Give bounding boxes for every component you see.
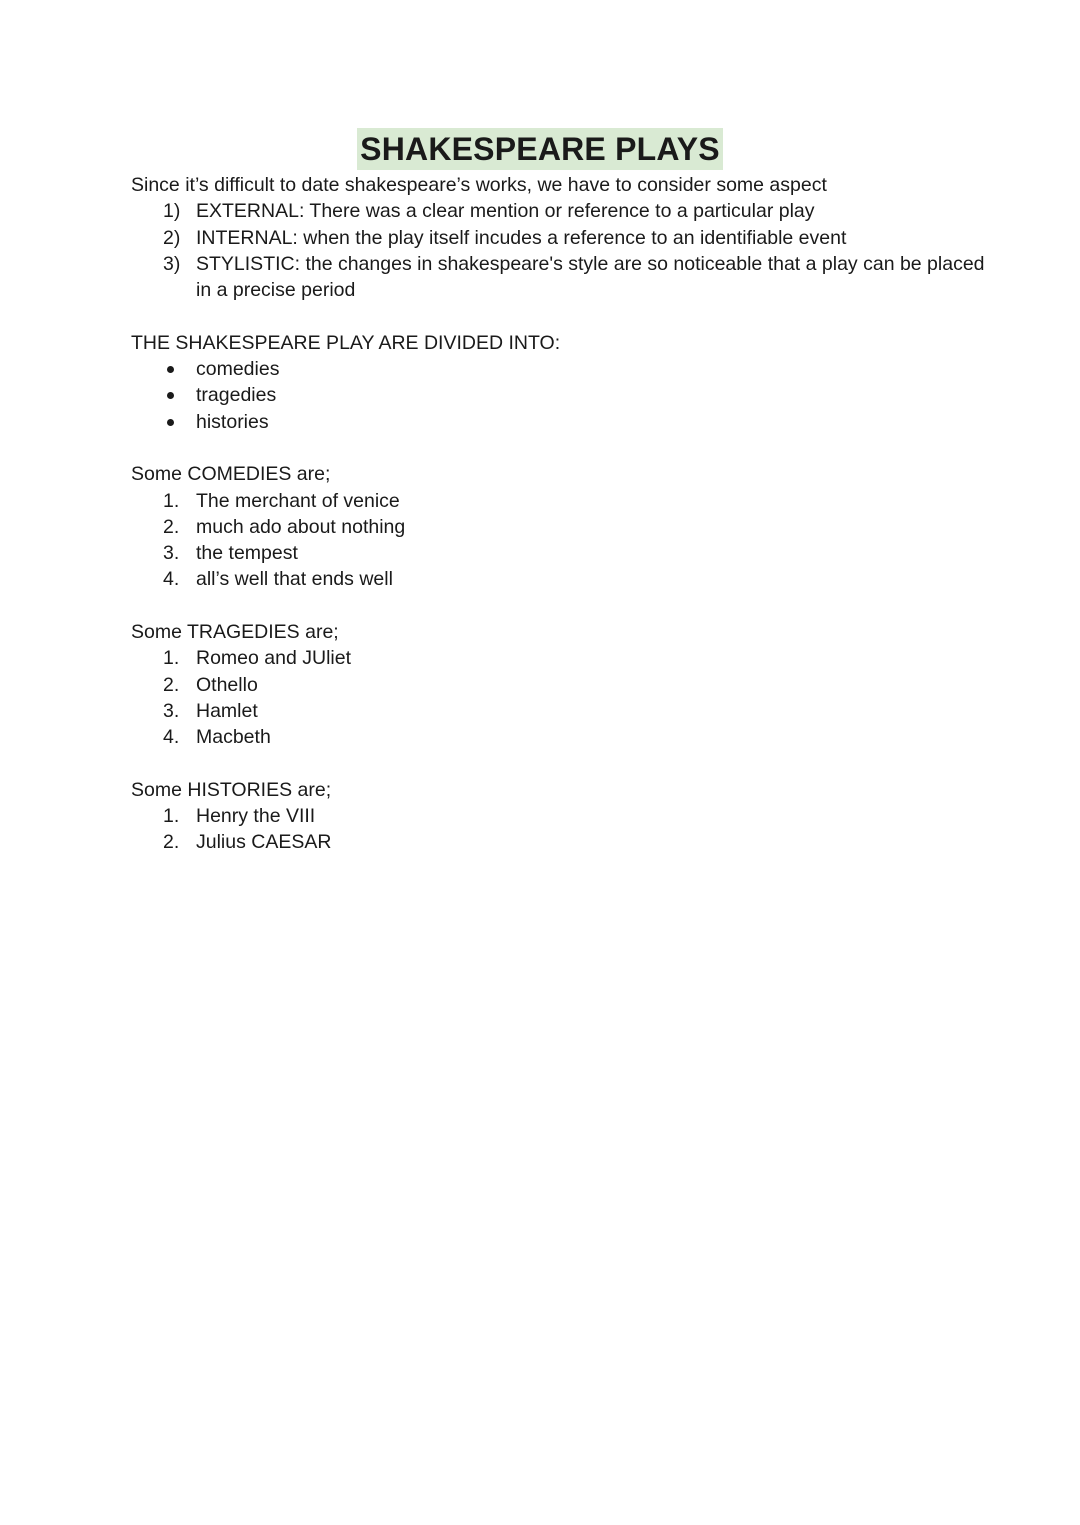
list-marker: 2. <box>163 831 180 854</box>
list-item-text: Romeo and JUliet <box>196 647 351 670</box>
list-item <box>131 672 991 698</box>
list-item-text: the tempest <box>196 542 298 565</box>
list-marker: 3. <box>163 699 180 722</box>
list-item <box>131 356 991 382</box>
document-body <box>131 172 991 856</box>
list-item-text: all’s well that ends well <box>196 568 393 591</box>
list-item <box>131 382 991 408</box>
list-item <box>131 566 991 592</box>
list-marker: 2. <box>163 673 180 696</box>
list-item-text: INTERNAL: when the play itself incudes a reference to an identifiable event <box>196 226 847 249</box>
list-item-text: The merchant of venice <box>196 489 400 512</box>
list-item-text: EXTERNAL: There was a clear mention or reference to a particular play <box>196 200 815 223</box>
list-item <box>131 251 991 304</box>
list-item <box>131 645 991 671</box>
list-marker: 1) <box>163 200 181 223</box>
list-marker: 4. <box>163 726 180 749</box>
bullet-icon <box>167 392 174 399</box>
list-marker: 1. <box>163 805 180 828</box>
aspects-list <box>131 198 991 303</box>
list-item <box>131 198 991 224</box>
comedies-heading: Some COMEDIES are; <box>131 463 331 486</box>
list-marker: 2. <box>163 515 180 538</box>
list-item <box>131 698 991 724</box>
list-item-text: Macbeth <box>196 726 271 749</box>
list-item-text: Hamlet <box>196 699 258 722</box>
histories-heading: Some HISTORIES are; <box>131 778 332 801</box>
list-marker: 3) <box>163 252 181 275</box>
list-marker: 2) <box>163 226 181 249</box>
title-container <box>0 128 1080 170</box>
comedies-list <box>131 488 991 593</box>
list-item-text: comedies <box>196 358 280 381</box>
bullet-icon <box>167 419 174 426</box>
list-item-text: Henry the VIII <box>196 805 316 828</box>
list-marker: 3. <box>163 542 180 565</box>
list-item <box>131 488 991 514</box>
list-item <box>131 829 991 855</box>
list-item-text: histories <box>196 410 269 433</box>
divided-heading: THE SHAKESPEARE PLAY ARE DIVIDED INTO: <box>131 331 561 354</box>
bullet-icon <box>167 366 174 373</box>
list-marker: 1. <box>163 647 180 670</box>
categories-list <box>131 356 991 435</box>
spacer <box>131 593 991 619</box>
intro-paragraph: Since it’s difficult to date shakespeare’s works, we have to consider some aspect <box>131 174 827 196</box>
list-item <box>131 724 991 750</box>
list-item <box>131 514 991 540</box>
list-item-text: STYLISTIC: the changes in shakespeare's style are so noticeable that a play can be placed in a precise period <box>196 252 985 302</box>
list-item-text: Julius CAESAR <box>196 831 332 854</box>
list-item <box>131 540 991 566</box>
spacer <box>131 751 991 777</box>
list-item-text: tragedies <box>196 384 277 407</box>
spacer <box>131 303 991 329</box>
list-marker: 4. <box>163 568 180 591</box>
list-marker: 1. <box>163 489 180 512</box>
tragedies-list <box>131 645 991 750</box>
histories-list <box>131 803 991 856</box>
list-item-text: much ado about nothing <box>196 515 406 538</box>
list-item-text: Othello <box>196 673 258 696</box>
list-item <box>131 803 991 829</box>
list-item <box>131 225 991 251</box>
list-item <box>131 409 991 435</box>
tragedies-heading: Some TRAGEDIES are; <box>131 621 339 644</box>
page-title: SHAKESPEARE PLAYS <box>357 128 723 170</box>
spacer <box>131 435 991 461</box>
